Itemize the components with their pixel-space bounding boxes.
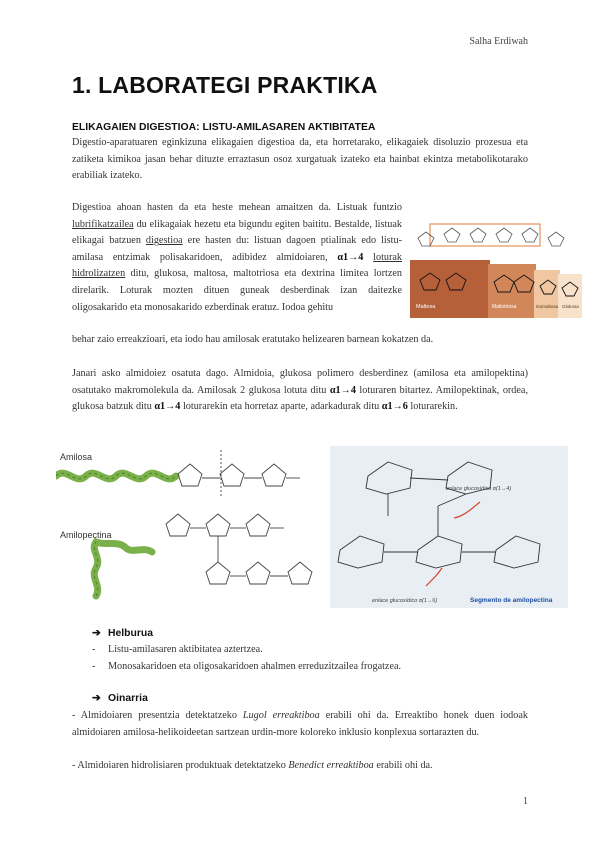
- text-run: ditu, glukosa, maltosa, maltotriosa eta dextrina limitea lortzen direlarik. Loturak mozten dituen guneak desberdinak izan daitezke oligosakarido eta monosakarido ezberdinak eratuz. Iodoa gehitu: [72, 268, 402, 313]
- digestion-products-image: [410, 218, 582, 318]
- figure-label: Maltotriosa: [492, 304, 517, 310]
- text-run: - Almidoiaren hidrolisiaren produktuak detektatzeko: [72, 760, 289, 771]
- figure-label: Maltosa: [416, 304, 436, 310]
- text-run: ere hasten du: listuan dagoen ptialinak edo listu-amilasa entzimak polisakaridoen, adibidez almidoiaren,: [72, 235, 402, 263]
- section-subtitle: ELIKAGAIEN DIGESTIOA: LISTU-AMILASAREN AKTIBITATEA: [72, 122, 376, 133]
- reagent-name: Lugol erreaktiboa: [242, 710, 320, 721]
- author-name: Salha Erdiwah: [469, 36, 528, 47]
- text-run: loturarekin eta horretaz aparte, adarkadurak ditu: [180, 401, 382, 413]
- paragraph-lugol: [72, 708, 528, 741]
- underlined-term: digestioa: [145, 235, 183, 247]
- text-run: Janari asko almidoiez osatuta dago. Almidoia, glukosa polimero desberdinez (amilosa eta amilopektina) osatutako makromolekula da. Amilosak 2 glukosa lotuta ditu: [72, 368, 528, 396]
- arrow-right-icon: ➔: [92, 693, 101, 704]
- bond-notation: α1→4: [337, 251, 364, 263]
- amylopectin-label: Amilopectina: [60, 530, 112, 540]
- list-item: - Listu-amilasaren aktibitatea aztertzea.: [92, 642, 401, 659]
- paragraph-starch: [72, 366, 528, 416]
- helburua-heading: [92, 627, 153, 639]
- enlace-16-label: enlace glucosídico α(1→6): [372, 598, 438, 604]
- text-run: Digestioa ahoan hasten da eta heste mehean amaitzen da. Listuak funtzio: [72, 202, 402, 213]
- enlace-14-label: enlace glucosídico α(1→4): [446, 486, 512, 492]
- segment-caption: Segmento de amilopectina: [470, 597, 553, 604]
- text-run: [363, 252, 373, 263]
- amylopectin-segment-image: [330, 446, 568, 608]
- heading-text: Oinarria: [108, 693, 148, 704]
- bond-notation: α1→6: [381, 401, 408, 413]
- amylose-amylopectin-image: [56, 446, 346, 606]
- figure-label: Isomaltosa: [536, 304, 559, 309]
- list-item: - Monosakaridoen eta oligosakaridoen ahalmen erreduzitzailea frogatzea.: [92, 659, 401, 676]
- text-run: erabili ohi da. Erreaktibo honek duen iodoak almidoiaren amilosa-helikoideetan sartzean urdin-more koloreko inklusio konplexua sortarazten du.: [72, 710, 528, 738]
- amylose-label: Amilosa: [60, 452, 93, 462]
- text-run: du elikagaiak hezetu eta bigundu egiten baititu. Bestalde, listuak elikagai batzuen: [72, 218, 402, 247]
- paragraph-digestion-tail: behar zaio erreakzioari, eta iodo hau amilosak eratutako helizearen barnean kokatzen da.: [72, 334, 434, 345]
- paragraph-digestion: [72, 200, 402, 316]
- page-number: 1: [523, 796, 528, 807]
- paragraph-benedict: [72, 758, 528, 775]
- text-run: erabili ohi da.: [373, 760, 433, 771]
- text-run: loturarekin.: [407, 401, 458, 413]
- text-run: - Almidoiaren presentzia detektatzeko: [72, 710, 243, 721]
- arrow-right-icon: ➔: [92, 628, 101, 639]
- bond-notation: α1→4: [154, 401, 181, 413]
- helburua-list: [92, 642, 401, 675]
- bond-notation: α1→4: [329, 384, 356, 396]
- oinarria-heading: [92, 692, 148, 704]
- underlined-term: loturak hidrolizatzen: [72, 251, 402, 280]
- page-title: 1. LABORATEGI PRAKTIKA: [72, 72, 378, 98]
- paragraph-intro: Digestio-aparatuaren eginkizuna elikagaien digestioa da, eta horretarako, elikagaiek disoluzio prozesua eta zatiketa kimikoa jasan behar dituzte erraztasun osoz xurgatuak izateko eta hainbat ekintza metabolikotarako erabiliak izateko.: [72, 137, 528, 182]
- reagent-name: Benedict erreaktiboa: [288, 760, 374, 771]
- figure-label: Glukosa: [562, 304, 579, 309]
- heading-text: Helburua: [108, 628, 154, 639]
- text-run: loturaren bitartez. Amilopektinak, ordea, glukosa batzuk ditu: [72, 384, 528, 413]
- underlined-term: lubrifikatzailea: [72, 218, 134, 230]
